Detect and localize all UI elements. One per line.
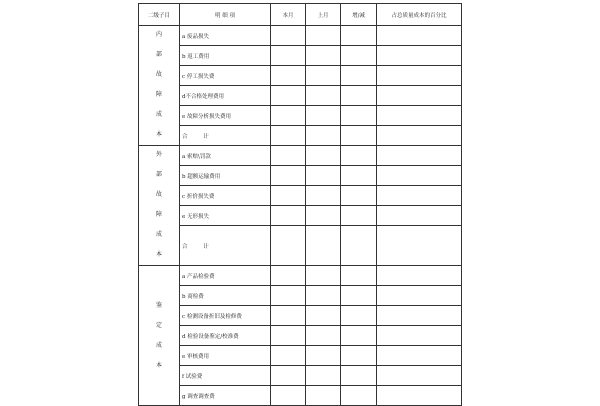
cell-change[interactable]: [341, 306, 377, 326]
group-char: 外: [155, 151, 162, 158]
cell-percent[interactable]: [377, 226, 462, 266]
cell-percent[interactable]: [377, 26, 462, 46]
header-change: 增/减: [341, 4, 377, 26]
cell-percent[interactable]: [377, 366, 462, 386]
group-char: 本: [155, 361, 162, 369]
item-label: a 索赔\罚款: [180, 146, 271, 166]
header-this-month: 本月: [271, 4, 306, 26]
table-row: [139, 386, 462, 406]
cell-this-month[interactable]: [271, 206, 306, 226]
table-row: [139, 166, 462, 186]
item-label: g 调查调查费: [180, 386, 271, 406]
group-char: 障: [155, 211, 162, 218]
item-label: b 商检费: [180, 286, 271, 306]
cell-percent[interactable]: [377, 46, 462, 66]
cell-last-month[interactable]: [306, 46, 341, 66]
cell-change[interactable]: [341, 46, 377, 66]
cell-percent[interactable]: [377, 146, 462, 166]
cell-last-month[interactable]: [306, 326, 341, 346]
cell-last-month[interactable]: [306, 366, 341, 386]
cell-this-month[interactable]: [271, 46, 306, 66]
cell-change[interactable]: [341, 266, 377, 286]
cell-change[interactable]: [341, 166, 377, 186]
cell-this-month[interactable]: [271, 166, 306, 186]
cell-change[interactable]: [341, 366, 377, 386]
table-row: [139, 366, 462, 386]
cell-percent[interactable]: [377, 346, 462, 366]
group-char: 鉴: [155, 301, 162, 309]
table-row-total: [139, 226, 462, 266]
table-row: [139, 266, 462, 286]
header-percent: 占总质量成本的百分比: [377, 4, 462, 26]
cell-change[interactable]: [341, 326, 377, 346]
cell-this-month[interactable]: [271, 86, 306, 106]
group-char: 成: [155, 111, 162, 118]
cell-this-month[interactable]: [271, 106, 306, 126]
cell-this-month[interactable]: [271, 266, 306, 286]
header-last-month: 上月: [306, 4, 341, 26]
table-row-total: [139, 126, 462, 146]
total-label: 合 计: [182, 243, 209, 250]
cell-last-month[interactable]: [306, 386, 341, 406]
cell-this-month[interactable]: [271, 66, 306, 86]
cell-percent[interactable]: [377, 166, 462, 186]
cell-percent[interactable]: [377, 66, 462, 86]
cell-last-month[interactable]: [306, 286, 341, 306]
cell-this-month[interactable]: [271, 286, 306, 306]
cell-percent[interactable]: [377, 306, 462, 326]
cell-change[interactable]: [341, 26, 377, 46]
cell-percent[interactable]: [377, 206, 462, 226]
cell-this-month[interactable]: [271, 306, 306, 326]
cell-change[interactable]: [341, 386, 377, 406]
cell-this-month[interactable]: [271, 146, 306, 166]
group-char: 本: [155, 131, 162, 138]
group-char: 障: [155, 91, 162, 98]
cell-last-month[interactable]: [306, 146, 341, 166]
cell-change[interactable]: [341, 226, 377, 266]
header-row: [139, 4, 462, 26]
group-char: 本: [155, 251, 162, 258]
cell-last-month[interactable]: [306, 106, 341, 126]
quality-cost-table: [138, 3, 462, 406]
cell-last-month[interactable]: [306, 166, 341, 186]
cell-change[interactable]: [341, 346, 377, 366]
item-label: f 试验费: [180, 366, 271, 386]
cell-this-month[interactable]: [271, 186, 306, 206]
item-label: e 审核费用: [180, 346, 271, 366]
table-row: [139, 86, 462, 106]
cell-change[interactable]: [341, 106, 377, 126]
cell-percent[interactable]: [377, 386, 462, 406]
cell-this-month[interactable]: [271, 126, 306, 146]
cell-percent[interactable]: [377, 106, 462, 126]
item-label: e 无形损失: [180, 206, 271, 226]
cell-change[interactable]: [341, 186, 377, 206]
table-row: [139, 346, 462, 366]
table-row: [139, 206, 462, 226]
cell-percent[interactable]: [377, 126, 462, 146]
group-char: 成: [155, 341, 162, 349]
cell-last-month[interactable]: [306, 126, 341, 146]
group-char: 成: [155, 231, 162, 238]
cell-this-month[interactable]: [271, 366, 306, 386]
cell-last-month[interactable]: [306, 266, 341, 286]
group-char: 内: [155, 31, 162, 38]
table-row: [139, 66, 462, 86]
table-row: [139, 286, 462, 306]
header-details: 明 细 项: [180, 4, 271, 26]
item-label: c 折价损失费: [180, 186, 271, 206]
group-char: 定: [155, 321, 162, 329]
item-label: d 检验设备鉴定/校准费: [180, 326, 271, 346]
item-label: b 超额运输费用: [180, 166, 271, 186]
group-char: 故: [155, 71, 162, 78]
cell-last-month[interactable]: [306, 86, 341, 106]
item-label: c 停工损失费: [180, 66, 271, 86]
cell-this-month[interactable]: [271, 26, 306, 46]
group-char: 部: [155, 51, 162, 58]
table-row: [139, 186, 462, 206]
cell-percent[interactable]: [377, 86, 462, 106]
item-label: d不合格处理费用: [180, 86, 271, 106]
cell-change[interactable]: [341, 66, 377, 86]
cell-this-month[interactable]: [271, 386, 306, 406]
cell-change[interactable]: [341, 126, 377, 146]
cell-last-month[interactable]: [306, 186, 341, 206]
cell-last-month[interactable]: [306, 206, 341, 226]
item-label-total: [180, 226, 271, 266]
cell-percent[interactable]: [377, 186, 462, 206]
item-label: c 检测设备折旧及检修费: [180, 306, 271, 326]
cell-last-month[interactable]: [306, 26, 341, 46]
item-label-total: [180, 126, 271, 146]
group-char: 故: [155, 191, 162, 198]
item-label: a 产品检验费: [180, 266, 271, 286]
header-subject: 二级子目: [139, 4, 180, 26]
table-row: [139, 106, 462, 126]
group-external-failure: [139, 146, 180, 266]
item-label: e 故障分析损失费用: [180, 106, 271, 126]
group-internal-failure: [139, 26, 180, 146]
group-char: 部: [155, 171, 162, 178]
cell-this-month[interactable]: [271, 326, 306, 346]
cell-percent[interactable]: [377, 286, 462, 306]
cell-change[interactable]: [341, 286, 377, 306]
cell-percent[interactable]: [377, 326, 462, 346]
cell-this-month[interactable]: [271, 346, 306, 366]
cell-change[interactable]: [341, 146, 377, 166]
cell-last-month[interactable]: [306, 66, 341, 86]
item-label: b 返工费用: [180, 46, 271, 66]
cell-change[interactable]: [341, 86, 377, 106]
cell-percent[interactable]: [377, 266, 462, 286]
table-row: [139, 326, 462, 346]
cell-last-month[interactable]: [306, 306, 341, 326]
group-appraisal: [139, 266, 180, 406]
table-row: [139, 26, 462, 46]
table-row: [139, 46, 462, 66]
cell-last-month[interactable]: [306, 226, 341, 266]
item-label: a 废品损失: [180, 26, 271, 46]
cell-this-month[interactable]: [271, 226, 306, 266]
table-row: [139, 146, 462, 166]
cell-last-month[interactable]: [306, 346, 341, 366]
total-label: 合 计: [182, 133, 209, 140]
table-row: [139, 306, 462, 326]
cell-change[interactable]: [341, 206, 377, 226]
